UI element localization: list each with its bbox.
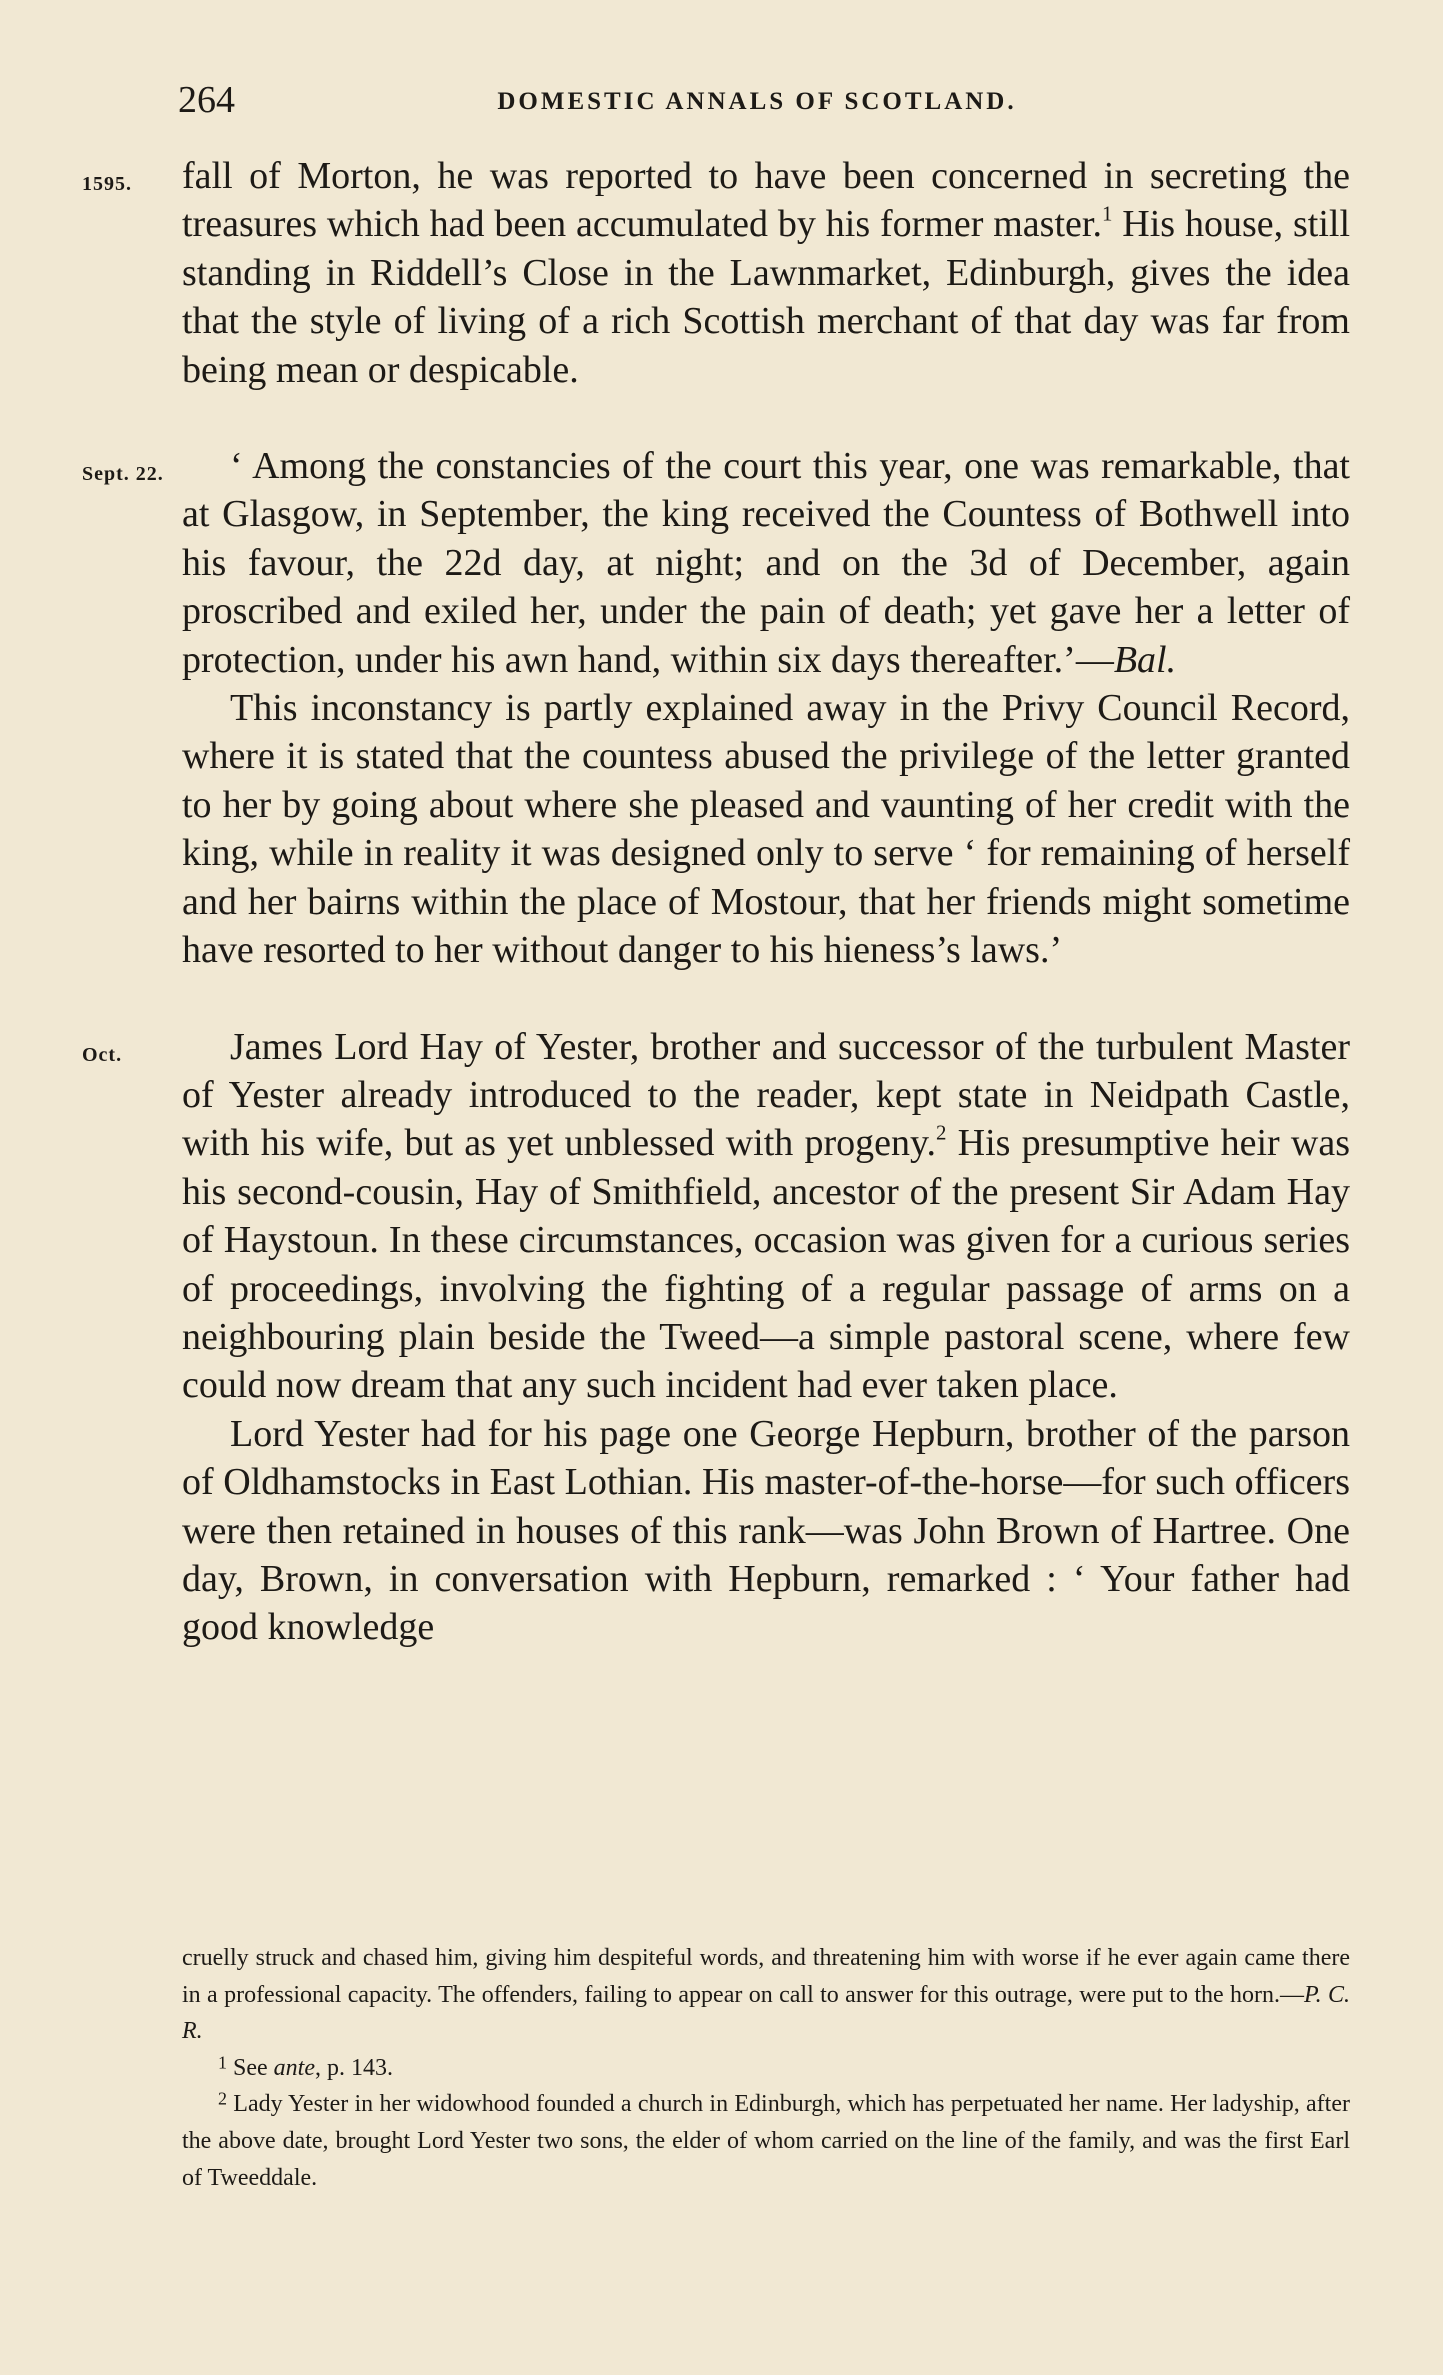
paragraph-constancies: ‘ Among the constancies of the court this year, one was remarkable, that at Glasgow, in September, the king received the Countess of Bothwell into his favour, the 22d day, at night; and on the 3d of December, again proscribed and exiled her, under the pain of death; yet gave her a letter of protection, under his awn hand, within six days thereafter.’—Bal. xyxy=(182,445,1350,681)
source-pcr: P. C. R. xyxy=(182,1981,1350,2045)
paragraph-morton: fall of Morton, he was reported to have been concerned in secreting the treasures which had been accumulated by his former master.$^1$ His house, still standing in Riddell’s Close in the Lawnmarket, Edinburgh, gives the idea that the style of living of a rich Scottish merchant of that day was far from being mean or despicable. xyxy=(182,155,1350,391)
paragraph-inconstancy: This inconstancy is partly explained away in the Privy Council Record, where it is stated that the countess abused the privilege of the letter granted to her by going about where she pleased and vaunting of her credit with the king, while in reality it was designed only to serve ‘ for remaining of herself and her bairns within the place of Mostour, that her friends might sometime have resorted to her without danger to his hieness’s laws.’ xyxy=(182,687,1350,972)
footnote-continuation: cruelly struck and chased him, giving him despiteful words, and threatening him with worse if he ever again came there in a professional capacity. The offenders, failing to appear on call to answer for this outrage, were put to the horn.—P. C. R. xyxy=(182,1945,1350,2045)
footnotes xyxy=(182,1940,1350,2196)
footnote-1: $^1$ See ante, p. 143. xyxy=(218,2052,393,2081)
page-number: 264 xyxy=(178,79,235,121)
margin-date-oct: Oct. xyxy=(82,1043,123,1066)
margin-date-sept: Sept. 22. xyxy=(82,463,164,486)
paragraph-hepburn: Lord Yester had for his page one George Hepburn, brother of the parson of Oldhamstocks in East Lothian. His master-of-the-horse—for such officers were then retained in houses of this rank—was John Brown of Hartree. One day, Brown, in conversation with Hepburn, remarked : ‘ Your father had good knowledge xyxy=(182,1412,1350,1649)
source-bal: Bal. xyxy=(1113,638,1177,681)
section-oct xyxy=(82,1023,1350,1652)
footnote-ref-1: 1 xyxy=(1101,201,1113,226)
margin-date-year: 1595. xyxy=(82,173,132,195)
running-head: DOMESTIC ANNALS OF SCOTLAND. xyxy=(497,88,1017,115)
footnote-2: $^2$ Lady Yester in her widowhood founded a church in Edinburgh, which has perpetuated her name. Her ladyship, after the above date, brought Lord Yester two sons, the elder of whom carried on the line of the family, and was the first Earl of Tweeddale. xyxy=(182,2089,1350,2191)
paragraph-lord-hay: James Lord Hay of Yester, brother and successor of the turbulent Master of Yester already introduced to the reader, kept state in Neidpath Castle, with his wife, but as yet unblessed with progeny.$^2$ His presumptive heir was his second-cousin, Hay of Smithfield, ancestor of the present Sir Adam Hay of Haystoun. In these circumstances, occasion was given for a curious series of proceedings, involving the fighting of a regular passage of arms on a neighbouring plain beside the Tweed—a simple pastoral scene, where few could now dream that any such incident had ever taken place. xyxy=(182,1025,1350,1407)
main-text xyxy=(82,152,1350,1652)
page-header xyxy=(178,78,1336,128)
section-sept xyxy=(82,442,1350,974)
section-1595 xyxy=(82,152,1350,394)
footnote-ref-2: 2 xyxy=(936,1120,947,1145)
